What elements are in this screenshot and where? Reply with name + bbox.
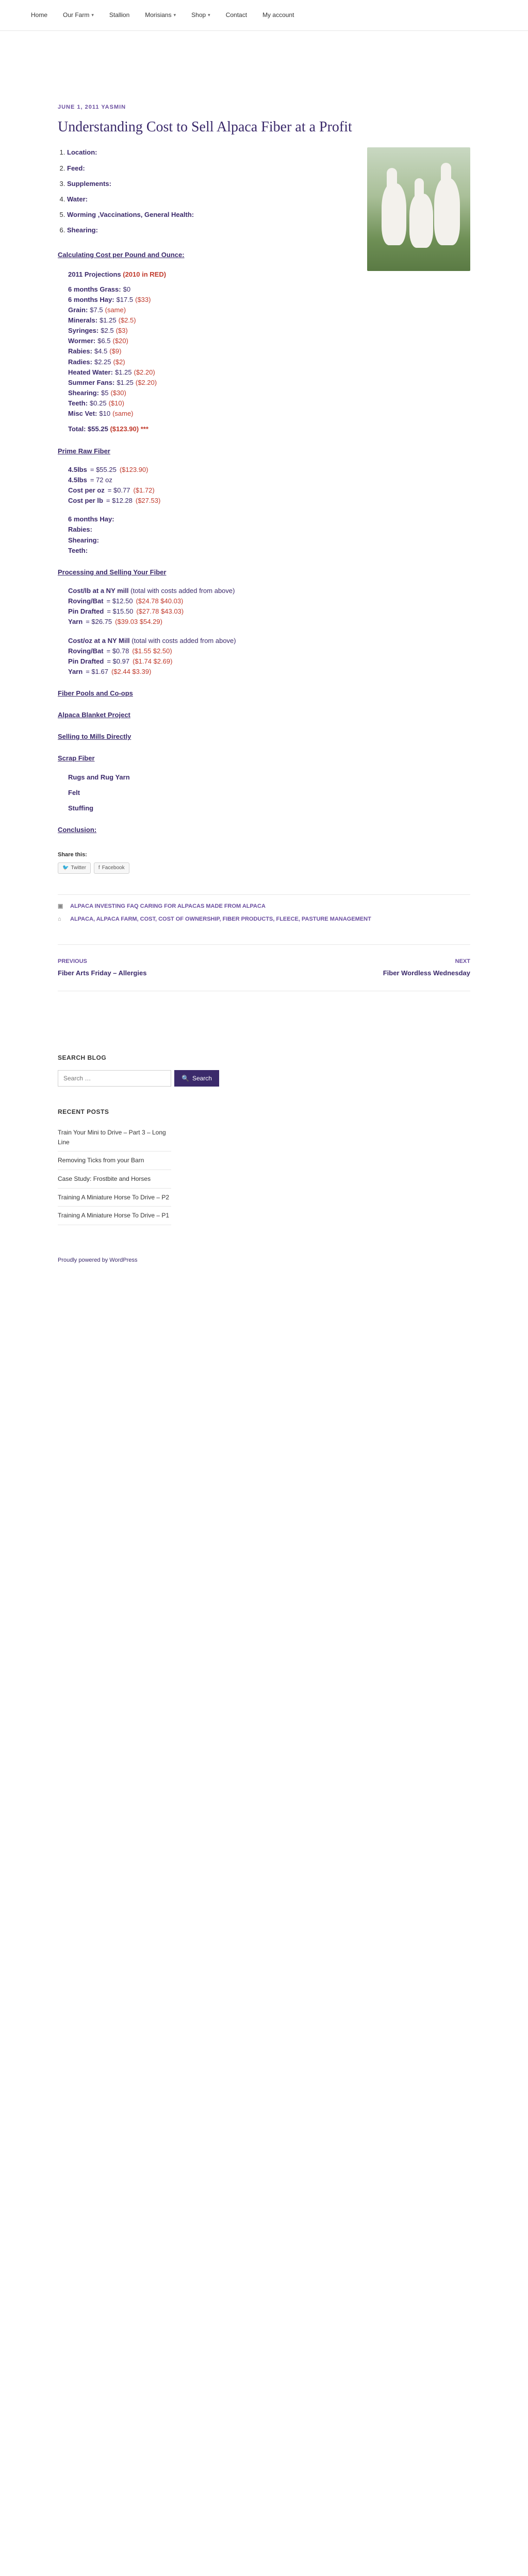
alpaca-photo xyxy=(367,147,470,271)
facebook-icon: f xyxy=(98,865,100,871)
nav-item-stallion[interactable] xyxy=(109,10,129,20)
nav-item-label: My account xyxy=(262,11,294,19)
projection-label: Misc Vet: xyxy=(68,410,97,418)
mills-heading: Selling to Mills Directly xyxy=(58,733,131,741)
recent-post-link[interactable]: Training A Miniature Horse To Drive – P1 xyxy=(58,1207,171,1225)
nav-item-label: Our Farm xyxy=(63,11,90,19)
fiber-row xyxy=(68,667,470,677)
conclusion-heading: Conclusion: xyxy=(58,826,97,834)
folder-icon: ▣ xyxy=(58,903,63,909)
key-factor-term: Worming ,Vaccinations, General Health: xyxy=(67,211,194,218)
fiber-row xyxy=(68,496,470,506)
nav-item-label: Shop xyxy=(191,11,206,19)
chevron-down-icon: ▾ xyxy=(208,12,210,18)
prime-heading: Prime Raw Fiber xyxy=(58,447,110,455)
projection-label: Minerals: xyxy=(68,316,98,324)
key-factor-term: Feed: xyxy=(67,164,85,172)
projection-total: Total: $55.25 ($123.90) *** xyxy=(68,425,148,433)
fiber-row xyxy=(68,656,470,667)
share-block xyxy=(58,851,470,874)
projection-value: $1.25 xyxy=(114,368,132,376)
fiber-row xyxy=(68,535,470,546)
projection-value: $6.5 xyxy=(97,337,111,345)
post-navigation xyxy=(58,944,470,991)
projection-prev-value: ($2.20) xyxy=(135,378,157,386)
nav-item-label: Home xyxy=(31,11,48,19)
scrap-term: Rugs and Rug Yarn xyxy=(68,773,130,781)
nav-item-my-account[interactable] xyxy=(262,10,294,20)
processing-heading: Processing and Selling Your Fiber xyxy=(58,568,167,576)
scrap-items xyxy=(68,772,470,814)
projection-row xyxy=(68,409,470,419)
projection-value: $2.5 xyxy=(101,327,114,335)
projection-prev-value: ($33) xyxy=(135,295,151,303)
projection-prev-value: ($30) xyxy=(110,388,126,397)
projection-value: $5 xyxy=(101,388,109,397)
scrap-term: Stuffing xyxy=(68,804,94,812)
previous-post-link[interactable]: PREVIOUS Fiber Arts Friday – Allergies xyxy=(58,958,147,977)
pools-heading: Fiber Pools and Co-ops xyxy=(58,689,133,698)
footer-credit-link[interactable]: Proudly powered by WordPress xyxy=(58,1257,138,1263)
projection-table xyxy=(68,269,470,434)
nav-item-label: Contact xyxy=(225,11,248,19)
calc-heading: Calculating Cost per Pound and Ounce: xyxy=(58,251,185,259)
site-header xyxy=(0,0,528,31)
fiber-prev-value: ($1.72) xyxy=(133,486,155,494)
projection-label: Syringes: xyxy=(68,327,99,335)
fiber-row xyxy=(68,617,470,627)
scrap-heading: Scrap Fiber xyxy=(58,754,95,762)
scrap-item xyxy=(68,803,470,814)
projection-label: Teeth: xyxy=(68,399,88,408)
fiber-row xyxy=(68,475,470,485)
fiber-prev-value: ($27.53) xyxy=(135,497,161,505)
fiber-value: = $26.75 xyxy=(86,618,112,626)
recent-post-link[interactable]: Removing Ticks from your Barn xyxy=(58,1151,171,1170)
fiber-label: Teeth: xyxy=(68,546,88,554)
scrap-item xyxy=(68,772,470,783)
fiber-label: Cost per lb xyxy=(68,497,103,505)
projection-label: 6 months Grass: xyxy=(68,285,121,293)
nav-item-home[interactable] xyxy=(31,10,47,20)
projection-row xyxy=(68,326,470,336)
projection-prev-value: ($2.20) xyxy=(134,368,155,376)
fiber-prev-value: ($39.03 $54.29) xyxy=(115,618,162,626)
prime-rows xyxy=(68,465,470,506)
key-factor-term: Water: xyxy=(67,195,88,203)
fiber-label: Pin Drafted xyxy=(68,657,104,665)
fiber-prev-value: ($123.90) xyxy=(119,465,148,473)
fiber-label: Pin Drafted xyxy=(68,607,104,616)
projection-prev-value: ($3) xyxy=(116,327,128,335)
projection-row xyxy=(68,357,470,367)
fiber-label: Yarn xyxy=(68,667,83,675)
recent-post-link[interactable]: Case Study: Frostbite and Horses xyxy=(58,1170,171,1189)
fiber-row xyxy=(68,514,470,524)
sidebar xyxy=(58,991,470,1225)
recent-posts-list xyxy=(58,1124,171,1225)
post-meta xyxy=(58,103,470,112)
projection-value: $17.5 xyxy=(116,295,134,303)
projection-value: $2.25 xyxy=(94,358,111,366)
projection-prev-value: (same) xyxy=(112,410,134,418)
ny-mill-block: Cost/oz at a NY Mill (total with costs added from above) Roving/Bat = $0.78 ($1.55 $2.50) Pin Drafted = $0.97 ($1.74 $2.69) Yarn = $1.67 ($2.44 $3.39) xyxy=(68,636,470,677)
projection-value: $1.25 xyxy=(117,378,134,386)
fiber-label: 4.5lbs xyxy=(68,465,87,473)
fiber-row xyxy=(68,524,470,535)
projection-row xyxy=(68,305,470,315)
fiber-prev-value: ($27.78 $43.03) xyxy=(136,607,184,616)
fiber-prev-value: ($2.44 $3.39) xyxy=(111,667,152,675)
site-footer xyxy=(58,1225,470,1265)
projection-title: 2011 Projections (2010 in RED) xyxy=(68,270,167,279)
projection-label: Radies: xyxy=(68,358,92,366)
fiber-value: = $0.78 xyxy=(106,647,129,655)
share-label: Share this: xyxy=(58,852,87,858)
fiber-value: = $55.25 xyxy=(90,465,117,473)
nav-item-contact[interactable] xyxy=(226,10,247,20)
projection-prev-value: ($2) xyxy=(113,358,125,366)
fiber-label: Shearing: xyxy=(68,536,99,544)
chevron-down-icon: ▾ xyxy=(173,12,176,18)
fiber-label: Roving/Bat xyxy=(68,647,104,655)
scrap-term: Felt xyxy=(68,788,80,796)
next-post-link[interactable]: NEXT Fiber Wordless Wednesday xyxy=(383,958,470,977)
main-nav xyxy=(31,10,294,20)
projection-value: $10 xyxy=(99,410,111,418)
mini-mill-block: Cost/lb at a NY mill (total with costs added from above) Roving/Bat = $12.50 ($24.78 $40.03) Pin Drafted = $15.50 ($27.78 $43.03) Yarn = $26.75 ($39.03 $54.29) xyxy=(68,586,470,628)
scrap-item xyxy=(68,788,470,798)
article xyxy=(58,31,470,991)
fiber-prev-value: ($1.74 $2.69) xyxy=(133,657,173,665)
facebook-share-button[interactable]: f Facebook xyxy=(94,862,129,874)
post-tags[interactable]: ALPACA, ALPACA FARM, COST, COST OF OWNERSHIP, FIBER PRODUCTS, FLEECE, PASTURE MANAGEMENT xyxy=(70,916,371,922)
recent-post-link[interactable]: Train Your Mini to Drive – Part 3 – Long Line xyxy=(58,1124,171,1151)
fiber-row xyxy=(68,485,470,496)
search-button[interactable]: 🔍 Search xyxy=(174,1070,219,1087)
search-form xyxy=(58,1070,470,1087)
fiber-label: 4.5lbs xyxy=(68,476,87,484)
fiber-label: Yarn xyxy=(68,618,83,626)
fiber-value: = $15.50 xyxy=(107,607,134,616)
nav-item-morisians[interactable] xyxy=(145,10,176,20)
projection-prev-value: ($20) xyxy=(112,337,128,345)
fiber-row xyxy=(68,606,470,617)
projection-value: $0 xyxy=(123,285,131,293)
projection-prev-value: ($9) xyxy=(109,347,122,355)
search-widget-title: SEARCH BLOG xyxy=(58,1054,107,1062)
projection-row xyxy=(68,346,470,357)
recent-posts-title: RECENT POSTS xyxy=(58,1108,109,1115)
projection-label: Shearing: xyxy=(68,388,99,397)
fiber-label: Roving/Bat xyxy=(68,597,104,605)
nav-item-shop[interactable] xyxy=(191,10,210,20)
fiber-row xyxy=(68,546,470,556)
tag-icon: ⌂ xyxy=(58,916,61,922)
search-icon: 🔍 xyxy=(182,1074,189,1082)
projection-row xyxy=(68,398,470,409)
projection-label: Rabies: xyxy=(68,347,92,355)
projection-row xyxy=(68,295,470,305)
fiber-label: Rabies: xyxy=(68,526,92,534)
projection-row xyxy=(68,315,470,326)
twitter-share-button[interactable]: 🐦 Twitter xyxy=(58,862,91,874)
fiber-value: = $1.67 xyxy=(86,667,108,675)
key-factor-term: Location: xyxy=(67,148,97,157)
fiber-value: = $0.97 xyxy=(107,657,130,665)
post-date[interactable]: JUNE 1, 2011 xyxy=(58,104,100,110)
twitter-icon: 🐦 xyxy=(62,865,69,871)
projection-label: Grain: xyxy=(68,306,88,314)
fiber-label: 6 months Hay: xyxy=(68,515,114,523)
key-factor-term: Shearing: xyxy=(67,226,98,234)
nav-item-label: Morisians xyxy=(145,11,172,19)
projection-prev-value: ($2.5) xyxy=(118,316,136,324)
fiber-value: = $12.28 xyxy=(106,497,133,505)
projection-row xyxy=(68,284,470,295)
chevron-down-icon: ▾ xyxy=(91,12,94,18)
projection-value: $1.25 xyxy=(100,316,117,324)
projection-label: 6 months Hay: xyxy=(68,295,114,303)
projection-prev-value: ($10) xyxy=(108,399,124,408)
projection-row xyxy=(68,336,470,346)
recent-post-link[interactable]: Training A Miniature Horse To Drive – P2 xyxy=(58,1189,171,1207)
nav-item-label: Stallion xyxy=(109,11,130,19)
blanket-heading: Alpaca Blanket Project xyxy=(58,711,130,719)
projection-value: $0.25 xyxy=(90,399,107,408)
nav-item-our-farm[interactable] xyxy=(63,10,94,20)
fiber-label: Cost per oz xyxy=(68,486,105,494)
projection-row xyxy=(68,367,470,378)
projection-row xyxy=(68,378,470,388)
fiber-value: = $0.77 xyxy=(107,486,130,494)
fiber-row xyxy=(68,596,470,606)
search-input[interactable] xyxy=(58,1070,171,1087)
changes-rows xyxy=(68,514,470,556)
projection-label: Heated Water: xyxy=(68,368,113,376)
post-categories[interactable]: ALPACA INVESTING FAQ CARING FOR ALPACAS MADE FROM ALPACA xyxy=(70,903,266,909)
post-taxonomy xyxy=(58,894,470,924)
fiber-value: = 72 oz xyxy=(90,476,112,484)
fiber-prev-value: ($24.78 $40.03) xyxy=(136,597,184,605)
fiber-row xyxy=(68,646,470,656)
projection-prev-value: (same) xyxy=(105,306,126,314)
fiber-prev-value: ($1.55 $2.50) xyxy=(132,647,172,655)
projection-row xyxy=(68,388,470,398)
fiber-row xyxy=(68,465,470,475)
projection-value: $4.5 xyxy=(94,347,108,355)
post-author[interactable]: YASMIN xyxy=(101,104,126,110)
page-title: Understanding Cost to Sell Alpaca Fiber at a Profit xyxy=(58,119,352,135)
fiber-value: = $12.50 xyxy=(106,597,133,605)
projection-value: $7.5 xyxy=(90,306,103,314)
projection-label: Summer Fans: xyxy=(68,378,115,386)
projection-label: Wormer: xyxy=(68,337,96,345)
key-factor-term: Supplements: xyxy=(67,179,111,188)
